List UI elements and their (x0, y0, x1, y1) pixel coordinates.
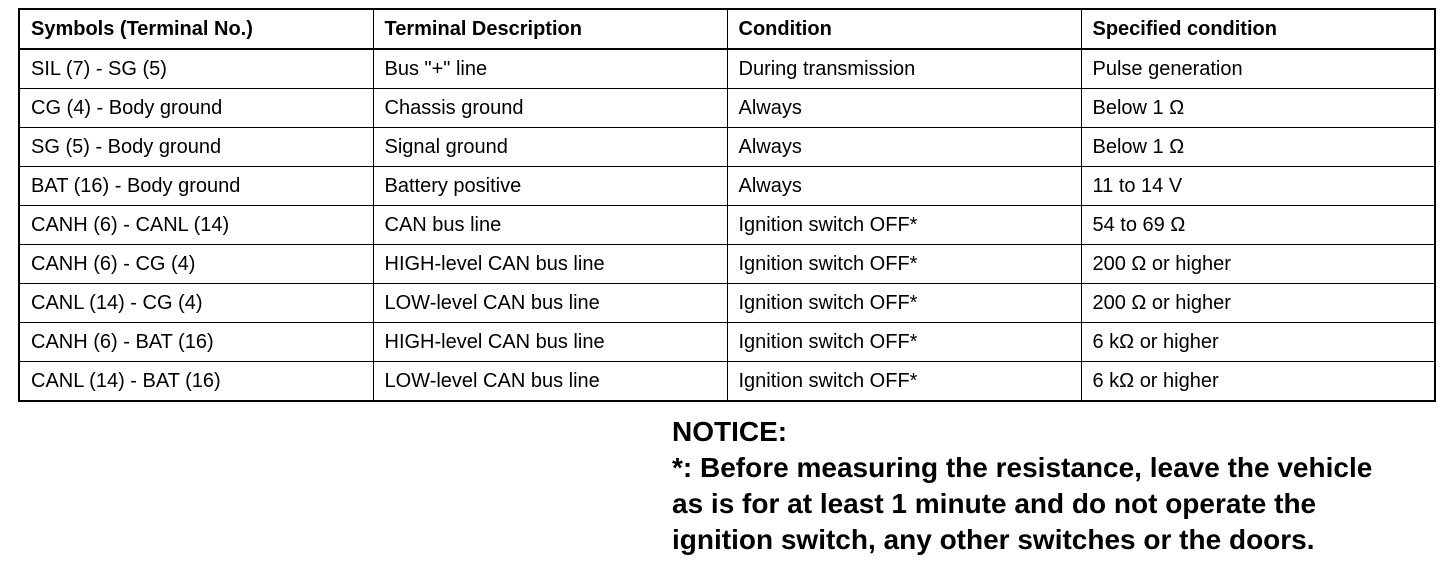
cell-terminal-description: CAN bus line (373, 206, 727, 245)
header-condition: Condition (727, 9, 1081, 49)
cell-symbols: SG (5) - Body ground (19, 128, 373, 167)
header-symbols: Symbols (Terminal No.) (19, 9, 373, 49)
header-specified-condition: Specified condition (1081, 9, 1435, 49)
notice-line: *: Before measuring the resistance, leave the vehicle (672, 452, 1373, 483)
cell-terminal-description: HIGH-level CAN bus line (373, 323, 727, 362)
cell-specified-condition: 11 to 14 V (1081, 167, 1435, 206)
notice-block (672, 414, 1452, 558)
cell-condition: Always (727, 128, 1081, 167)
cell-condition: Always (727, 89, 1081, 128)
cell-condition: Ignition switch OFF* (727, 245, 1081, 284)
table-row (19, 89, 1435, 128)
cell-condition: Ignition switch OFF* (727, 362, 1081, 402)
cell-terminal-description: Chassis ground (373, 89, 727, 128)
cell-specified-condition: 200 Ω or higher (1081, 284, 1435, 323)
cell-specified-condition: Pulse generation (1081, 49, 1435, 89)
cell-terminal-description: HIGH-level CAN bus line (373, 245, 727, 284)
cell-condition: Always (727, 167, 1081, 206)
cell-terminal-description: LOW-level CAN bus line (373, 284, 727, 323)
table-row (19, 128, 1435, 167)
cell-symbols: CANH (6) - CANL (14) (19, 206, 373, 245)
cell-terminal-description: Bus "+" line (373, 49, 727, 89)
notice-line: as is for at least 1 minute and do not operate the (672, 488, 1317, 519)
cell-specified-condition: 54 to 69 Ω (1081, 206, 1435, 245)
cell-specified-condition: 6 kΩ or higher (1081, 362, 1435, 402)
table-row (19, 362, 1435, 402)
table-row (19, 167, 1435, 206)
table-row (19, 284, 1435, 323)
cell-terminal-description: Battery positive (373, 167, 727, 206)
cell-specified-condition: Below 1 Ω (1081, 128, 1435, 167)
cell-symbols: BAT (16) - Body ground (19, 167, 373, 206)
cell-condition: Ignition switch OFF* (727, 284, 1081, 323)
cell-symbols: CANL (14) - BAT (16) (19, 362, 373, 402)
table-row (19, 206, 1435, 245)
cell-symbols: CANH (6) - BAT (16) (19, 323, 373, 362)
cell-terminal-description: LOW-level CAN bus line (373, 362, 727, 402)
cell-specified-condition: 6 kΩ or higher (1081, 323, 1435, 362)
notice-line: ignition switch, any other switches or the doors. (672, 524, 1315, 555)
table-row (19, 49, 1435, 89)
cell-terminal-description: Signal ground (373, 128, 727, 167)
table-header-row (19, 9, 1435, 49)
table-row (19, 323, 1435, 362)
cell-symbols: CG (4) - Body ground (19, 89, 373, 128)
cell-condition: During transmission (727, 49, 1081, 89)
notice-title: NOTICE: (672, 416, 788, 447)
cell-specified-condition: Below 1 Ω (1081, 89, 1435, 128)
cell-condition: Ignition switch OFF* (727, 323, 1081, 362)
cell-specified-condition: 200 Ω or higher (1081, 245, 1435, 284)
terminal-spec-table (18, 8, 1436, 402)
cell-symbols: SIL (7) - SG (5) (19, 49, 373, 89)
cell-condition: Ignition switch OFF* (727, 206, 1081, 245)
cell-symbols: CANH (6) - CG (4) (19, 245, 373, 284)
cell-symbols: CANL (14) - CG (4) (19, 284, 373, 323)
header-terminal-description: Terminal Description (373, 9, 727, 49)
table-row (19, 245, 1435, 284)
